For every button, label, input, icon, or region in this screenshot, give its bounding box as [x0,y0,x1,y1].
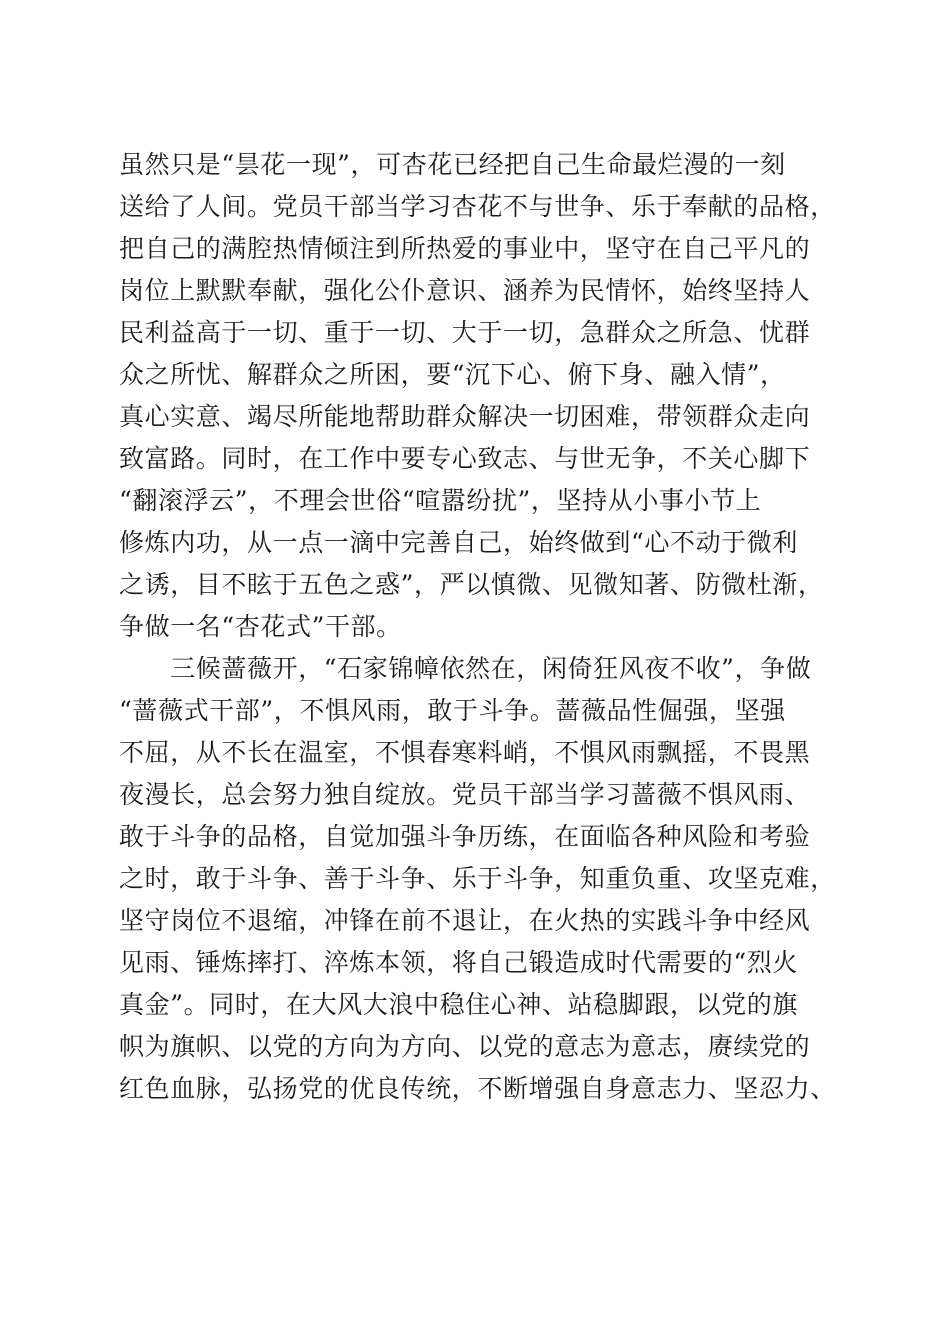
text-line: 坚守岗位不退缩，冲锋在前不退让，在火热的实践斗争中经风 [119,906,811,935]
text-line: 敢于斗争的品格，自觉加强斗争历练，在面临各种风险和考验 [119,822,811,851]
text-line: 夜漫长，总会努力独自绽放。党员干部当学习蔷薇不惧风雨、 [119,780,811,809]
document-body [119,144,839,1110]
text-line: “蔷薇式干部”，不惧风雨，敢于斗争。蔷薇品性倔强，坚强 [119,696,786,725]
text-line: 民利益高于一切、重于一切、大于一切，急群众之所急、忧群 [119,318,811,347]
paragraph-2 [119,648,839,1110]
text-line: 真心实意、竭尽所能地帮助群众解决一切困难，带领群众走向 [119,402,811,431]
text-line: 帜为旗帜、以党的方向为方向、以党的意志为意志，赓续党的 [119,1032,811,1061]
text-line: 之诱，目不眩于五色之惑”，严以慎微、见微知著、防微杜渐， [119,570,824,599]
text-line: 送给了人间。党员干部当学习杏花不与世争、乐于奉献的品格， [119,192,836,221]
text-line: 争做一名“杏花式”干部。 [119,612,402,641]
text-line: 虽然只是“昙花一现”，可杏花已经把自己生命最烂漫的一刻 [119,150,786,179]
text-line: 修炼内功，从一点一滴中完善自己，始终做到“心不动于微利 [119,528,798,557]
text-line: 红色血脉，弘扬党的优良传统，不断增强自身意志力、坚忍力、 [119,1074,836,1103]
text-line: 之时，敢于斗争、善于斗争、乐于斗争，知重负重、攻坚克难， [119,864,836,893]
text-line: 众之所忧、解群众之所困，要“沉下心、俯下身、融入情”， [119,360,786,389]
text-line: 见雨、锤炼摔打、淬炼本领，将自己锻造成时代需要的“烈火 [119,948,798,977]
text-line: 不屈，从不长在温室，不惧春寒料峭，不惧风雨飘摇，不畏黑 [119,738,811,767]
text-line: 致富路。同时，在工作中要专心致志、与世无争，不关心脚下 [119,444,811,473]
text-line: 岗位上默默奉献，强化公仆意识、涵养为民情怀，始终坚持人 [119,276,811,305]
text-line: “翻滚浮云”，不理会世俗“喧嚣纷扰”，坚持从小事小节上 [119,486,762,515]
text-line: 真金”。同时，在大风大浪中稳住心神、站稳脚跟，以党的旗 [119,990,798,1019]
paragraph-1 [119,144,839,648]
text-line: 把自己的满腔热情倾注到所热爱的事业中，坚守在自己平凡的 [119,234,811,263]
text-line: 三候蔷薇开，“石家锦幛依然在，闲倚狂风夜不收”，争做 [119,654,812,683]
